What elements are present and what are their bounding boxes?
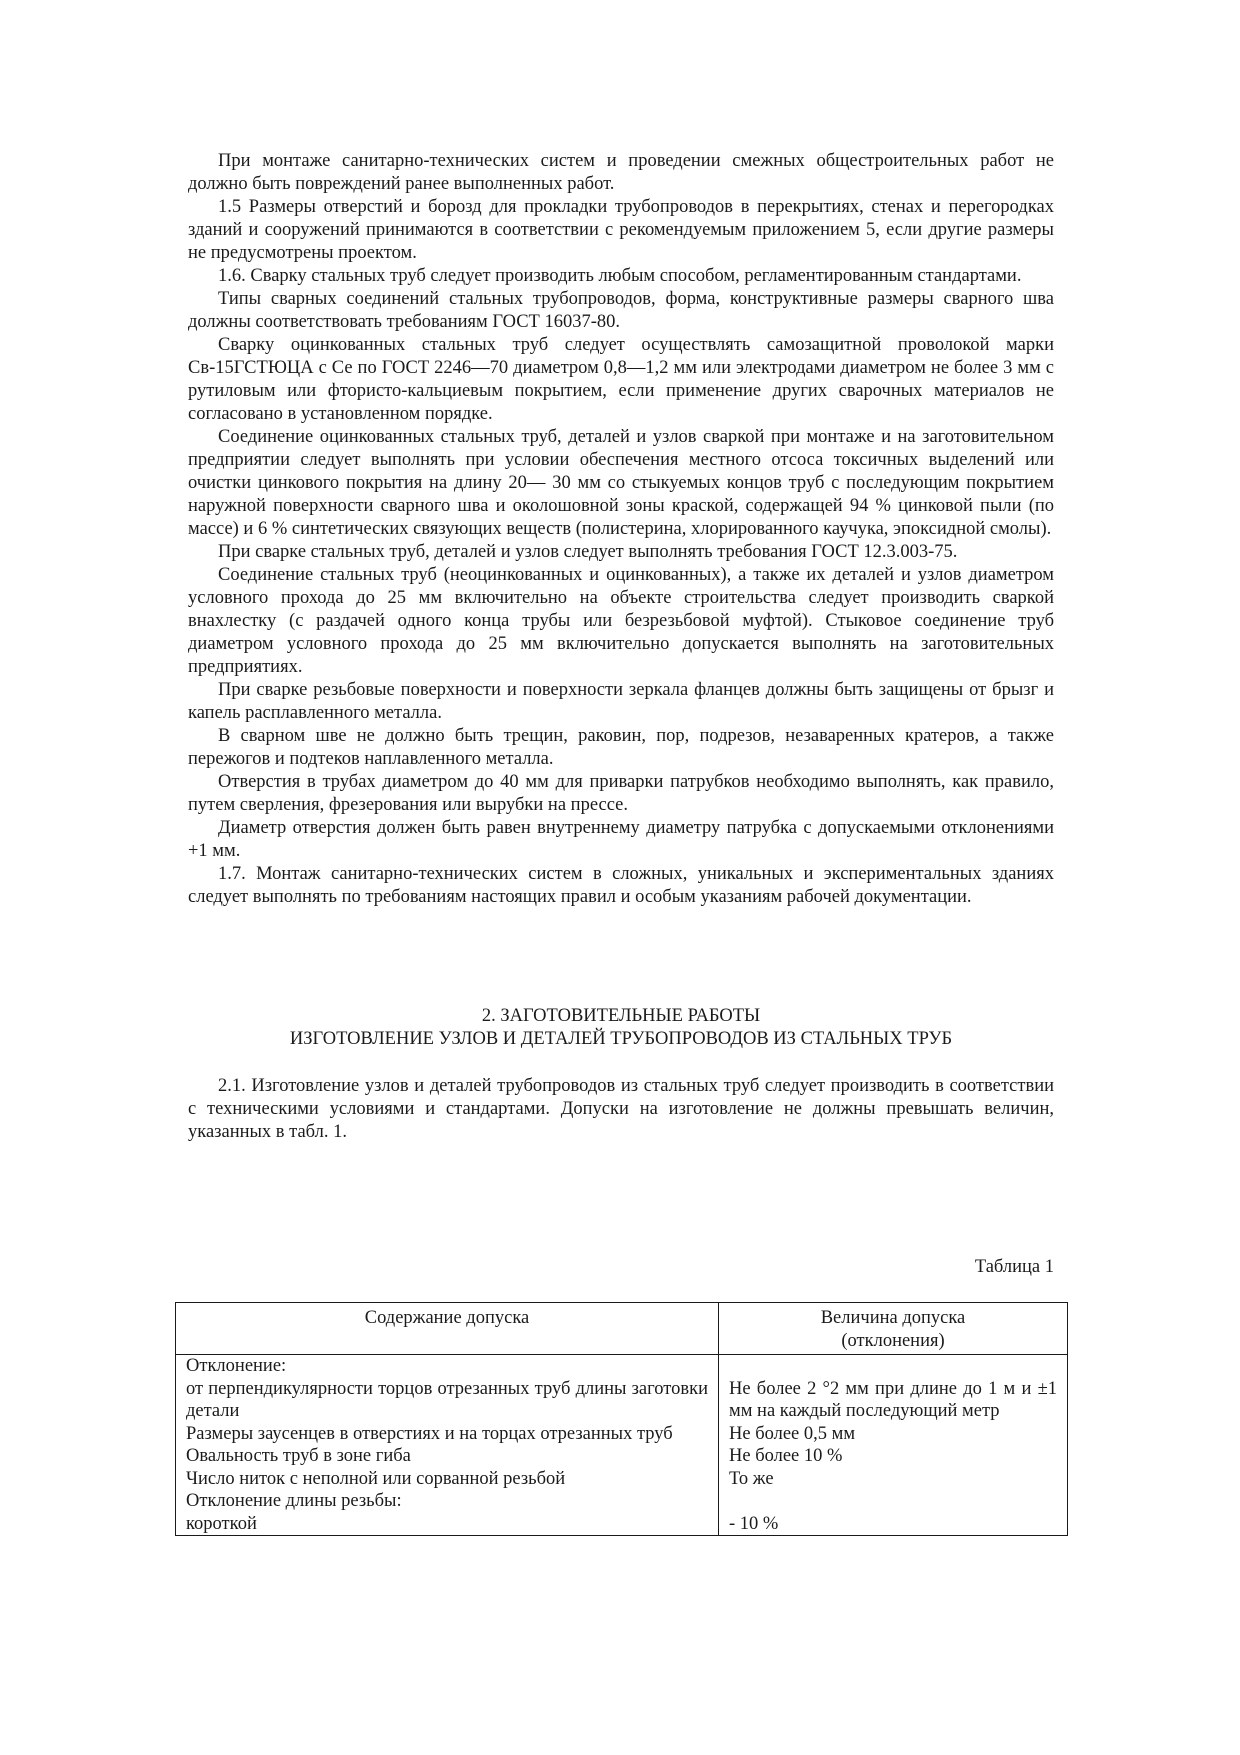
header-value-text: Величина допуска (отклонения) [820,1308,966,1351]
paragraph: 2.1. Изготовление узлов и деталей трубопроводов из стальных труб следует производить в соответствии с техническими условиями и стандартами. Допуски на изготовление не должны превышать величин, указанных в табл. 1. [188,1076,1054,1142]
section-title: 2. ЗАГОТОВИТЕЛЬНЫЕ РАБОТЫ [481,1006,761,1026]
section-body [188,1075,1054,1144]
paragraph: При монтаже санитарно-технических систем и проведении смежных общестроительных работ не должно быть повреждений ранее выполненных работ. [188,151,1054,194]
paragraph: Соединение оцинкованных стальных труб, деталей и узлов сваркой при монтаже и на заготовительном предприятии следует выполнять при условии обеспечения местного отсоса токсичных выделений или очистки цинкового покрытия на длину 20— 30 мм со стыкуемых концов труб с последующим покрытием наружной поверхности сварного шва и околошовной зоны краской, содержащей 94 % цинковой пыли (по массе) и 6 % синтетических связующих веществ (полистерина, хлорированного каучука, эпоксидной смолы). [188,427,1054,539]
table-cell: Число ниток с неполной или сорванной резьбой [176,1468,719,1491]
table-cell: - 10 % [719,1513,1068,1536]
paragraph: Отверстия в трубах диаметром до 40 мм для приварки патрубков необходимо выполнять, как правило, путем сверления, фрезерования или вырубки на прессе. [188,772,1054,815]
table-cell: Не более 0,5 мм [719,1423,1068,1446]
section-heading [188,1005,1054,1051]
table-cell: Не более 10 % [719,1445,1068,1468]
table-cell: Отклонение: [176,1355,719,1378]
paragraph: Типы сварных соединений стальных трубопроводов, форма, конструктивные размеры сварного шва должны соответствовать требованиям ГОСТ 16037-80. [188,289,1054,332]
header-cell-value [719,1303,1068,1355]
table-cell: Размеры заусенцев в отверстиях и на торцах отрезанных труб [176,1423,719,1446]
header-cell-content: Содержание допуска [176,1303,719,1355]
table-row [176,1468,1068,1491]
table-cell: Не более 2 °2 мм при длине до 1 м и ±1 мм на каждый последующий метр [719,1378,1068,1423]
table-row [176,1355,1068,1378]
table-cell [719,1355,1068,1378]
table-row [176,1378,1068,1423]
paragraph: При сварке стальных труб, деталей и узлов следует выполнять требования ГОСТ 12.3.003-75. [218,542,958,562]
paragraph: 1.6. Сварку стальных труб следует производить любым способом, регламентированным стандартами. [218,266,1022,286]
paragraph: Соединение стальных труб (неоцинкованных и оцинкованных), а также их деталей и узлов диаметром условного прохода до 25 мм включительно на объекте строительства следует производить сваркой внахлестку (с раздачей одного конца трубы или безрезьбовой муфтой). Стыковое соединение труб диаметром условного прохода до 25 мм включительно допускается выполнять на заготовительных предприятиях. [188,565,1054,677]
table-row [176,1445,1068,1468]
paragraph: 1.5 Размеры отверстий и борозд для прокладки трубопроводов в перекрытиях, стенах и перегородках зданий и сооружений принимаются в соответствии с рекомендуемым приложением 5, если другие размеры не предусмотрены проектом. [188,197,1054,263]
table-cell: То же [719,1468,1068,1491]
paragraph: При сварке резьбовые поверхности и поверхности зеркала фланцев должны быть защищены от брызг и капель расплавленного металла. [188,680,1054,723]
table-cell: короткой [176,1513,719,1536]
body-text [188,150,1054,909]
table-cell: Отклонение длины резьбы: [176,1490,719,1513]
tolerance-table [175,1302,1068,1536]
paragraph: Сварку оцинкованных стальных труб следует осуществлять самозащитной проволокой марки Св-15ГСТЮЦА с Се по ГОСТ 2246—70 диаметром 0,8—1,2 мм или электродами диаметром не более 3 мм с рутиловым или фтористо-кальциевым покрытием, если применение других сварочных материалов не согласовано в установленном порядке. [188,335,1054,424]
paragraph: 1.7. Монтаж санитарно-технических систем в сложных, уникальных и экспериментальных зданиях следует выполнять по требованиям настоящих правил и особым указаниям рабочей документации. [188,864,1054,907]
table-row [176,1513,1068,1536]
table-cell: Овальность труб в зоне гиба [176,1445,719,1468]
table-row [176,1423,1068,1446]
paragraph: Диаметр отверстия должен быть равен внутреннему диаметру патрубка с допускаемыми отклонениями +1 мм. [188,818,1054,861]
table-row [176,1490,1068,1513]
table-header-row [176,1303,1068,1355]
paragraph: В сварном шве не должно быть трещин, раковин, пор, подрезов, незаваренных кратеров, а также пережогов и подтеков наплавленного металла. [188,726,1054,769]
table-caption: Таблица 1 [974,1257,1054,1277]
table-cell [719,1490,1068,1513]
section-subtitle: ИЗГОТОВЛЕНИЕ УЗЛОВ И ДЕТАЛЕЙ ТРУБОПРОВОДОВ ИЗ СТАЛЬНЫХ ТРУБ [289,1029,953,1049]
table-cell: от перпендикулярности торцов отрезанных труб длины заготовки детали [176,1378,719,1423]
